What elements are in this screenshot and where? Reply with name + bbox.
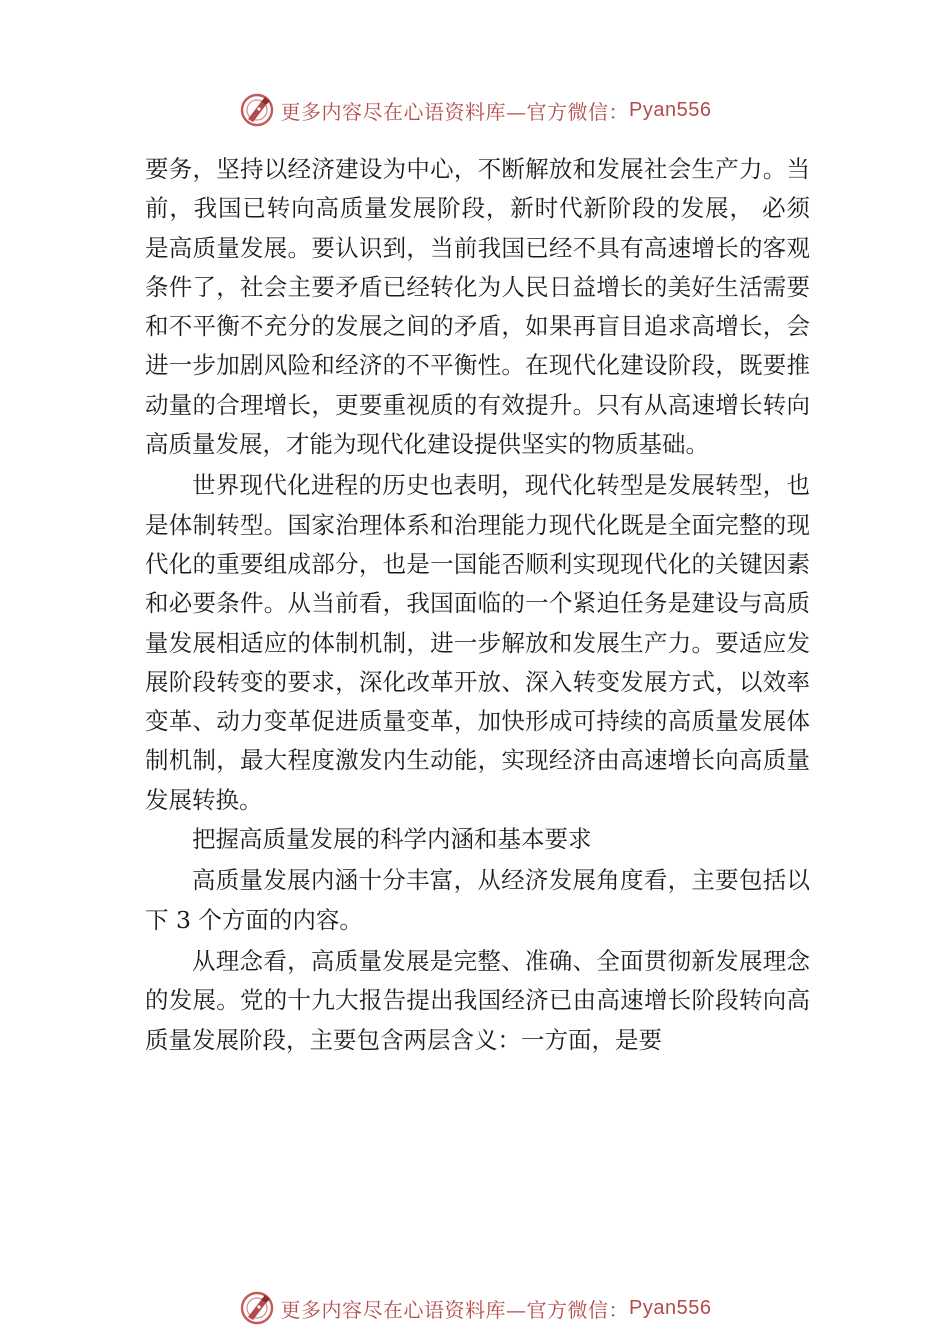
- section-heading: 把握高质量发展的科学内涵和基本要求: [192, 825, 592, 854]
- pen-nib-logo-icon: [239, 1290, 275, 1326]
- header-watermark: [0, 92, 950, 128]
- footer-wechat-id: Pyan556: [629, 1296, 712, 1319]
- footer-brand-text: 更多内容尽在心语资料库—官方微信：: [280, 1297, 630, 1322]
- paragraph: 高质量发展内涵十分丰富，从经济发展角度看，主要包括以下 3 个方面的内容。: [145, 866, 810, 934]
- header-brand-text: 更多内容尽在心语资料库—官方微信：: [280, 99, 630, 124]
- paragraph: 要务，坚持以经济建设为中心，不断解放和发展社会生产力。当前，我国已转向高质量发展阶段，新时代新阶段的发展， 必须是高质量发展。要认识到，当前我国已经不具有高速增长的客观条件了，社会主要矛盾已经转化为人民日益增长的美好生活需要和不平衡不充分的发展之间的矛盾，如果再盲目追求高增长，会进一步加剧风险和经济的不平衡性。在现代化建设阶段，既要推动量的合理增长，更要重视质的有效提升。只有从高速增长转向高质量发展，才能为现代化建设提供坚实的物质基础。: [145, 155, 810, 459]
- paragraph: 从理念看，高质量发展是完整、准确、全面贯彻新发展理念的发展。党的十九大报告提出我国经济已由高速增长阶段转向高质量发展阶段，主要包含两层含义：一方面，是要: [145, 946, 810, 1054]
- document-body: [145, 150, 810, 1060]
- pen-nib-logo-icon: [239, 92, 275, 128]
- footer-watermark: [0, 1290, 950, 1326]
- header-wechat-id: Pyan556: [629, 98, 712, 121]
- paragraph: 世界现代化进程的历史也表明，现代化转型是发展转型，也是体制转型。国家治理体系和治理能力现代化既是全面完整的现代化的重要组成部分，也是一国能否顺利实现现代化的关键因素和必要条件。从当前看，我国面临的一个紧迫任务是建设与高质量发展相适应的体制机制，进一步解放和发展生产力。要适应发展阶段转变的要求，深化改革开放、深入转变发展方式，以效率变革、动力变革促进质量变革，加快形成可持续的高质量发展体制机制，最大程度激发内生动能，实现经济由高速增长向高质量发展转换。: [145, 471, 810, 814]
